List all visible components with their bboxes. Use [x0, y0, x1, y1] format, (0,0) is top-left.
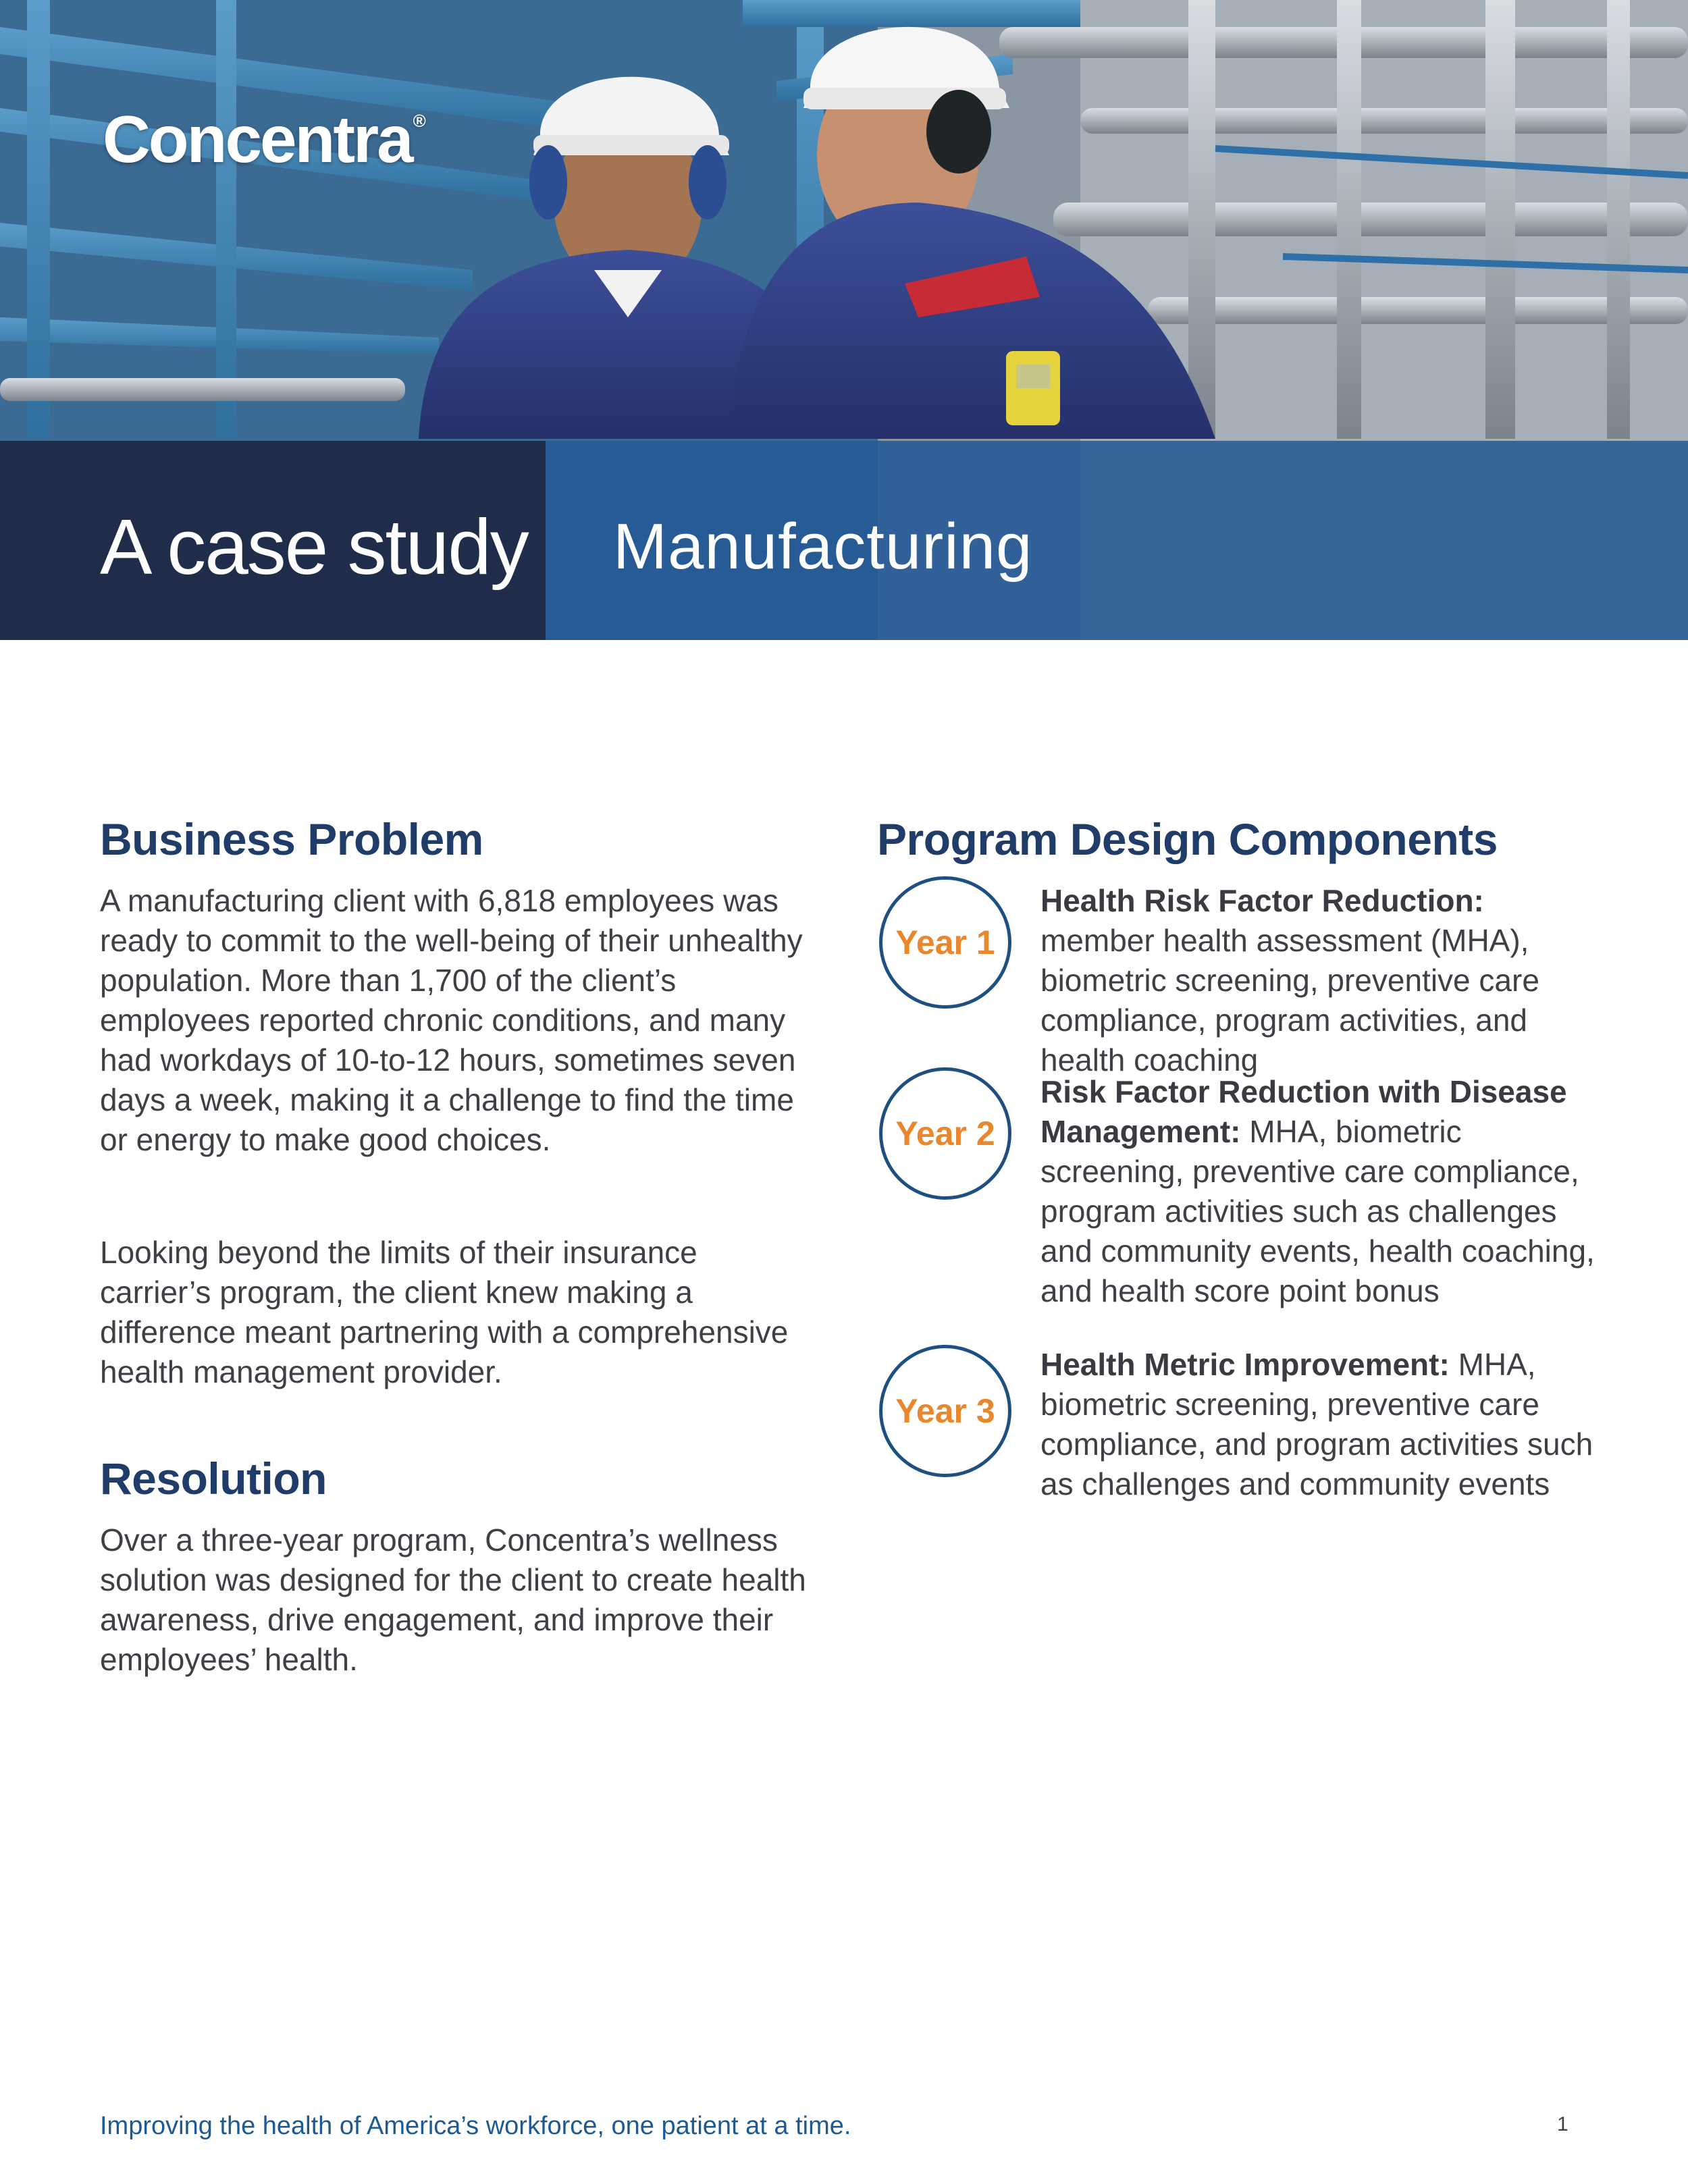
footer-tagline: Improving the health of America’s workforce, one patient at a time.: [100, 2112, 851, 2140]
industry-title: Manufacturing: [613, 510, 1033, 583]
year-3-badge: Year 3: [879, 1345, 1011, 1477]
resolution-heading: Resolution: [100, 1454, 327, 1503]
year-2-badge: Year 2: [879, 1067, 1011, 1200]
year-3-title: Health Metric Improvement:: [1040, 1347, 1450, 1382]
business-problem-paragraph-2: Looking beyond the limits of their insurance carrier’s program, the client knew making a difference meant partnering with a comprehensive health management provider.: [100, 1235, 789, 1389]
year-2-description: Risk Factor Reduction with Disease Management: MHA, biometric screening, preventive care compliance, program activities such as challenges and community events, health coaching, and health score point bonus: [1040, 1074, 1595, 1308]
resolution-paragraph: Over a three-year program, Concentra’s wellness solution was designed for the client to create health awareness, drive engagement, and improve their employees’ health.: [100, 1522, 806, 1677]
year-1-badge: Year 1: [879, 876, 1011, 1009]
year-1-title: Health Risk Factor Reduction:: [1040, 883, 1484, 918]
page-number: 1: [1557, 2113, 1568, 2135]
case-study-title: A case study: [100, 503, 528, 591]
year-3-description: Health Metric Improvement: MHA, biometric screening, preventive care compliance, and program activities such as challenges and community events: [1040, 1347, 1593, 1501]
program-design-heading: Program Design Components: [877, 814, 1498, 864]
concentra-logo: Concentra®: [103, 102, 426, 176]
business-problem-heading: Business Problem: [100, 814, 483, 864]
year-1-description: Health Risk Factor Reduction: member health assessment (MHA), biometric screening, preventive care compliance, program activities, and health coaching: [1040, 883, 1539, 1077]
year-2-title: Risk Factor Reduction with Disease Management:: [1040, 1074, 1567, 1149]
business-problem-paragraph-1: A manufacturing client with 6,818 employees was ready to commit to the well-being of their unhealthy population. More than 1,700 of the client’s employees reported chronic conditions, and many had workdays of 10-to-12 hours, sometimes seven days a week, making it a challenge to find the time or energy to make good choices.: [100, 883, 803, 1157]
